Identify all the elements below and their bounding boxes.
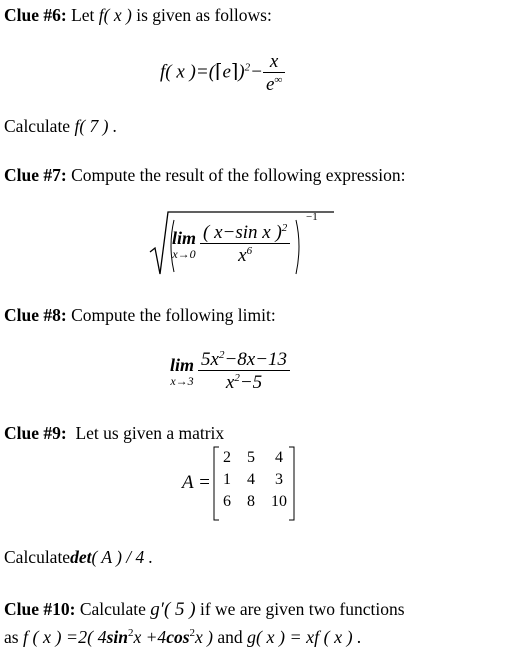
clue-8-den — [198, 371, 290, 392]
matrix-cell: 2 — [223, 449, 231, 466]
clue-6-function: f( x ) — [98, 5, 132, 25]
clue-9-label: Clue #9: — [4, 423, 67, 443]
ceil-open: ⌈ — [215, 61, 223, 83]
clue-6-equation — [160, 52, 285, 94]
clue-8-den-a: x — [225, 372, 235, 393]
ceil-close: ⌉ — [230, 61, 239, 83]
matrix-row — [215, 492, 295, 514]
matrix-cell: 8 — [247, 493, 255, 510]
clue-7-statement — [4, 167, 405, 185]
matrix-cell: 6 — [223, 493, 231, 510]
clue-9-text: Let us given a matrix — [75, 423, 225, 443]
clue-6-statement — [4, 7, 272, 25]
matrix-cell: 5 — [247, 449, 255, 466]
eq6-square: 2 — [244, 61, 251, 74]
clue-8-num-a-exp: 2 — [218, 349, 225, 361]
eq6-den — [263, 73, 285, 94]
matrix-row — [215, 448, 295, 470]
clue-7-fraction — [200, 223, 290, 265]
clue-7-den-text: x — [238, 245, 247, 266]
lim-7-sub: x→0 — [172, 246, 196, 261]
eq6-den-e: e — [265, 74, 275, 95]
clue-6-tail: is given as follows: — [136, 5, 272, 25]
clue-6-calculate — [4, 118, 117, 136]
clue-8-lim — [170, 356, 194, 387]
cos-exp: 2 — [189, 627, 196, 639]
lim-8-word: lim — [170, 354, 195, 375]
matrix-row — [215, 470, 295, 492]
f-def-lhs: f ( x ) =2( 4 — [22, 627, 107, 647]
clue-7-num — [200, 223, 290, 244]
clue-10-definitions — [4, 628, 362, 647]
matrix-table — [215, 448, 295, 514]
eq6-rparen: ) — [238, 61, 245, 83]
clue-8-expression — [170, 350, 290, 392]
clue-10-statement — [4, 600, 405, 619]
eq6-lhs: f( x )=( — [160, 61, 216, 83]
matrix-cell: 10 — [271, 493, 287, 510]
matrix-cell: 3 — [275, 471, 283, 488]
clue-7-num-exp: 2 — [281, 222, 288, 234]
clue-9-calculate — [4, 549, 153, 567]
clue-7-right-paren — [292, 218, 304, 278]
clue-9-statement — [4, 425, 224, 443]
clue-7-num-text: ( x−sin x ) — [203, 222, 282, 243]
clue-8-num-b: −8x−13 — [224, 349, 288, 370]
det-rest: ( A ) / 4 . — [91, 547, 154, 567]
eq6-minus: − — [250, 61, 263, 83]
clue-10-text: Calculate — [79, 599, 146, 619]
calc-6-text: Calculate — [4, 116, 71, 136]
clue-8-num-a: 5x — [201, 349, 219, 370]
eq6-fraction — [263, 52, 285, 94]
clue-10-label: Clue #10: — [4, 599, 76, 619]
cos-word: cos — [166, 627, 190, 647]
clue-10-tail: if we are given two functions — [199, 599, 405, 619]
sin-word: sin — [106, 627, 128, 647]
clue-7-lim — [172, 229, 196, 260]
eq6-e: e — [222, 61, 231, 83]
matrix-cell: 4 — [247, 471, 255, 488]
clue-8-label: Clue #8: — [4, 305, 67, 325]
clue-7-outer-exp: −1 — [306, 211, 318, 223]
clue-10-as: as — [4, 627, 19, 647]
clue-10-and: and — [217, 627, 243, 647]
clue-8-text: Compute the following limit: — [71, 305, 276, 325]
g-def: g( x ) = xf ( x ) . — [247, 627, 362, 647]
clue-8-num — [198, 350, 290, 371]
cos-tail: x ) — [195, 627, 213, 647]
clue-8-den-b: −5 — [239, 372, 263, 393]
sin-exp: 2 — [127, 627, 134, 639]
eq6-den-exp: ∞ — [274, 74, 283, 86]
clue-7-den-exp: 6 — [246, 245, 253, 257]
lim-8-sub: x→3 — [170, 373, 194, 388]
clue-7-label: Clue #7: — [4, 165, 67, 185]
calc-6-expr: f( 7 ) . — [74, 116, 118, 136]
sin-tail: x +4 — [133, 627, 167, 647]
calc-9-text: Calculate — [4, 547, 71, 567]
matrix-cell: 4 — [275, 449, 283, 466]
eq6-num: x — [263, 52, 285, 73]
matrix-cell: 1 — [223, 471, 231, 488]
clue-7-expression — [172, 223, 290, 265]
clue-8-statement — [4, 307, 276, 325]
clue-6-label: Clue #6: — [4, 5, 67, 25]
clue-8-fraction — [198, 350, 290, 392]
clue-8-den-a-exp: 2 — [234, 372, 240, 384]
clue-6-text: Let — [71, 5, 95, 25]
matrix-name: A = — [182, 472, 211, 493]
clue-10-g-prime: g′( 5 ) — [150, 599, 196, 620]
det-word: det — [70, 547, 92, 567]
clue-7-den — [200, 244, 290, 265]
clue-7-text: Compute the result of the following expression: — [71, 165, 406, 185]
lim-7-word: lim — [172, 227, 197, 248]
